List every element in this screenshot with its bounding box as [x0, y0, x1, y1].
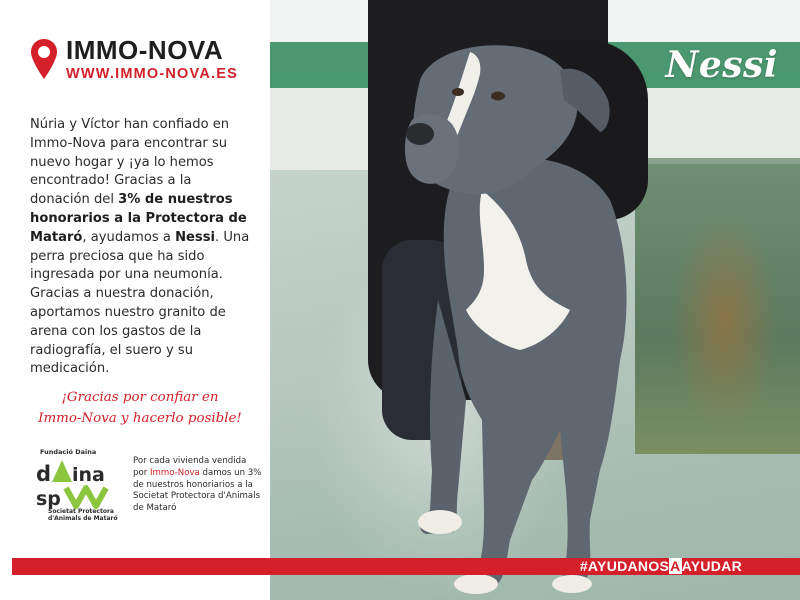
map-pin-icon: [30, 38, 58, 80]
thanks-line-1: ¡Gracias por confiar en: [61, 390, 219, 405]
info-panel: [0, 0, 270, 600]
hashtag-part-1: #AYUDANOS: [579, 558, 670, 574]
dog-figure: [270, 0, 800, 600]
footnote-part-2: damos un 3% de nuestros honoriarios a la Societat Protectora d'Animals de Mataró: [133, 467, 262, 514]
svg-text:ina: ina: [72, 464, 105, 486]
daina-logo-top: Fundació Daina: [40, 448, 97, 456]
story-part-3: . Una perra preciosa que ha sido ingresada por una neumonía. Gracias a nuestra donación, aportamos nuestro granito de arena con los gastos de la radiografía, el suero y su medicación.: [30, 229, 250, 377]
dog-photo: [270, 0, 800, 600]
footnote-brand: Immo-Nova: [149, 467, 200, 478]
brand-name: IMMO-NOVA: [66, 35, 224, 65]
svg-text:d: d: [36, 462, 52, 486]
footnote-part-1: Por cada vivienda vendida por: [133, 456, 247, 478]
hashtag-banner: [580, 558, 742, 575]
daina-mark-icon: [36, 458, 122, 510]
daina-line-2: d'Animals de Mataró: [48, 515, 118, 522]
thanks-line-2: Immo-Nova y hacerlo posible!: [38, 411, 242, 426]
story-part-2: , ayudamos a: [82, 229, 176, 245]
story-bold-donation: 3% de nuestros honorarios a la Protectora de Mataró: [30, 192, 247, 245]
daina-line-1: Societat Protectora: [48, 508, 114, 515]
daina-logo: [30, 448, 122, 528]
story-text: [30, 116, 252, 379]
donation-footnote: [133, 456, 263, 515]
svg-text:sp: sp: [36, 488, 61, 510]
dog-illustration: [270, 0, 800, 600]
dog-name-title: Nessi: [665, 44, 778, 86]
thanks-message: [24, 387, 256, 429]
daina-logo-bottom: [48, 508, 118, 522]
hashtag-part-2: A: [670, 558, 681, 574]
story-part-1: Núria y Víctor han confiado en Immo-Nova para encontrar su nuevo hogar y ¡ya lo hemos encontrado! Gracias a la donación del: [30, 117, 230, 208]
brand-url[interactable]: WWW.IMMO-NOVA.ES: [66, 66, 238, 82]
hashtag-part-3: AYUDAR: [681, 558, 742, 574]
story-bold-name: Nessi: [175, 229, 216, 245]
immo-nova-logo[interactable]: [30, 36, 260, 86]
